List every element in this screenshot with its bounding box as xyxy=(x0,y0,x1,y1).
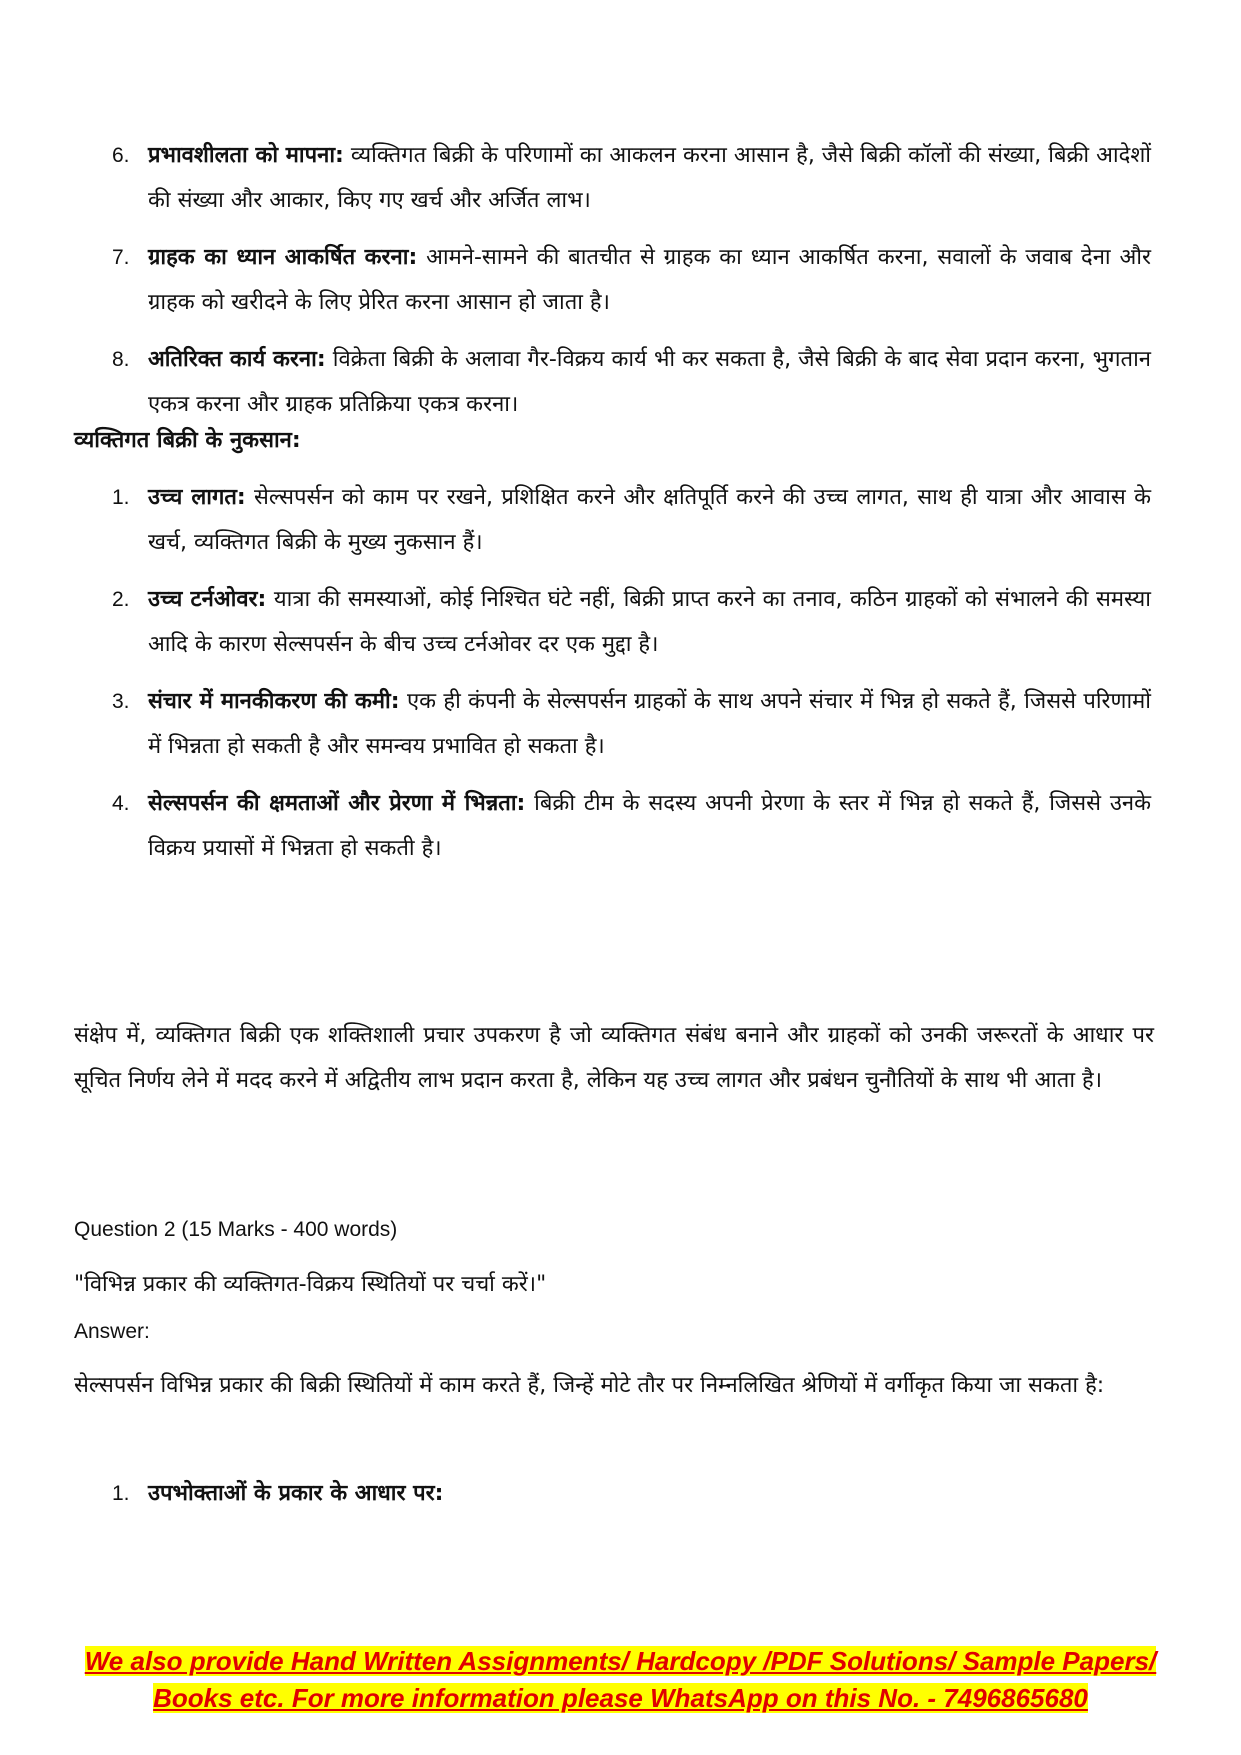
promo-footer xyxy=(0,1643,1241,1717)
list-number: 1. xyxy=(112,486,130,509)
list-item xyxy=(96,1471,1151,1516)
footer-line-1: We also provide Hand Written Assignments/ Hardcopy /PDF Solutions/ Sample Papers/ xyxy=(84,1646,1157,1676)
list-number: 2. xyxy=(112,588,130,611)
footer-line-2: Books etc. For more information please WhatsApp on this No. - 7496865680 xyxy=(153,1683,1088,1713)
list-item-text: आमने-सामने की बातचीत से ग्राहक का ध्यान आकर्षित करना, सवालों के जवाब देना और ग्राहक को खरीदने के लिए प्रेरित करना आसान हो जाता है। xyxy=(148,245,1151,315)
list-number: 1. xyxy=(112,1482,130,1505)
list-item-term: उपभोक्ताओं के प्रकार के आधार पर: xyxy=(148,1481,444,1506)
list-item-term: उच्च लागत: xyxy=(148,485,246,510)
question-label: Question 2 (15 Marks - 400 words) xyxy=(74,1218,398,1241)
list-item-text: सेल्सपर्सन को काम पर रखने, प्रशिक्षित करने और क्षतिपूर्ति करने की उच्च लागत, साथ ही यात्रा और आवास के खर्च, व्यक्तिगत बिक्री के मुख्य नुकसान हैं। xyxy=(148,485,1151,555)
list-item xyxy=(96,781,1151,871)
list-item-term: प्रभावशीलता को मापना: xyxy=(148,143,344,168)
list-number: 8. xyxy=(112,348,130,371)
advantages-list xyxy=(96,133,1151,427)
list-item-text: व्यक्तिगत बिक्री के परिणामों का आकलन करना आसान है, जैसे बिक्री कॉलों की संख्या, बिक्री आदेशों की संख्या और आकार, किए गए खर्च और अर्जित लाभ। xyxy=(148,143,1151,213)
list-item-term: सेल्सपर्सन की क्षमताओं और प्रेरणा में भिन्नता: xyxy=(148,791,526,816)
list-item-term: ग्राहक का ध्यान आकर्षित करना: xyxy=(148,245,418,270)
section-heading: व्यक्तिगत बिक्री के नुकसान: xyxy=(74,428,301,453)
category-list xyxy=(96,1471,1151,1516)
list-item-text: यात्रा की समस्याओं, कोई निश्चित घंटे नहीं, बिक्री प्राप्त करने का तनाव, कठिन ग्राहकों को संभालने की समस्या आदि के कारण सेल्सपर्सन के बीच उच्च टर्नओवर दर एक मुद्दा है। xyxy=(148,587,1152,657)
list-item xyxy=(96,679,1151,769)
answer-intro: सेल्सपर्सन विभिन्न प्रकार की बिक्री स्थितियों में काम करते हैं, जिन्हें मोटे तौर पर निम्नलिखित श्रेणियों में वर्गीकृत किया जा सकता है: xyxy=(74,1373,1105,1398)
list-number: 6. xyxy=(112,144,130,167)
list-item-text: विक्रेता बिक्री के अलावा गैर-विक्रय कार्य भी कर सकता है, जैसे बिक्री के बाद सेवा प्रदान करना, भुगतान एकत्र करना और ग्राहक प्रतिक्रिया एकत्र करना। xyxy=(148,347,1151,417)
list-number: 3. xyxy=(112,690,130,713)
list-item-text: बिक्री टीम के सदस्य अपनी प्रेरणा के स्तर में भिन्न हो सकते हैं, जिससे उनके विक्रय प्रयासों में भिन्नता हो सकती है। xyxy=(148,791,1151,861)
list-number: 7. xyxy=(112,246,130,269)
list-number: 4. xyxy=(112,792,130,815)
list-item-text: एक ही कंपनी के सेल्सपर्सन ग्राहकों के साथ अपने संचार में भिन्न हो सकते हैं, जिससे परिणामों में भिन्नता हो सकती है और समन्वय प्रभावित हो सकता है। xyxy=(148,689,1151,759)
question-text: "विभिन्न प्रकार की व्यक्तिगत-विक्रय स्थितियों पर चर्चा करें।" xyxy=(74,1272,547,1297)
list-item xyxy=(96,133,1151,223)
list-item xyxy=(96,337,1151,427)
list-item xyxy=(96,235,1151,325)
summary-paragraph: संक्षेप में, व्यक्तिगत बिक्री एक शक्तिशाली प्रचार उपकरण है जो व्यक्तिगत संबंध बनाने और ग्राहकों को उनकी जरूरतों के आधार पर सूचित निर्णय लेने में मदद करने में अद्वितीय लाभ प्रदान करता है, लेकिन यह उच्च लागत और प्रबंधन चुनौतियों के साथ भी आता है। xyxy=(74,1023,1154,1093)
list-item-term: अतिरिक्त कार्य करना: xyxy=(148,347,326,372)
list-item-term: संचार में मानकीकरण की कमी: xyxy=(148,689,400,714)
list-item xyxy=(96,475,1151,565)
disadvantages-list xyxy=(96,475,1151,871)
list-item-term: उच्च टर्नओवर: xyxy=(148,587,267,612)
answer-label: Answer: xyxy=(74,1320,150,1343)
list-item xyxy=(96,577,1151,667)
